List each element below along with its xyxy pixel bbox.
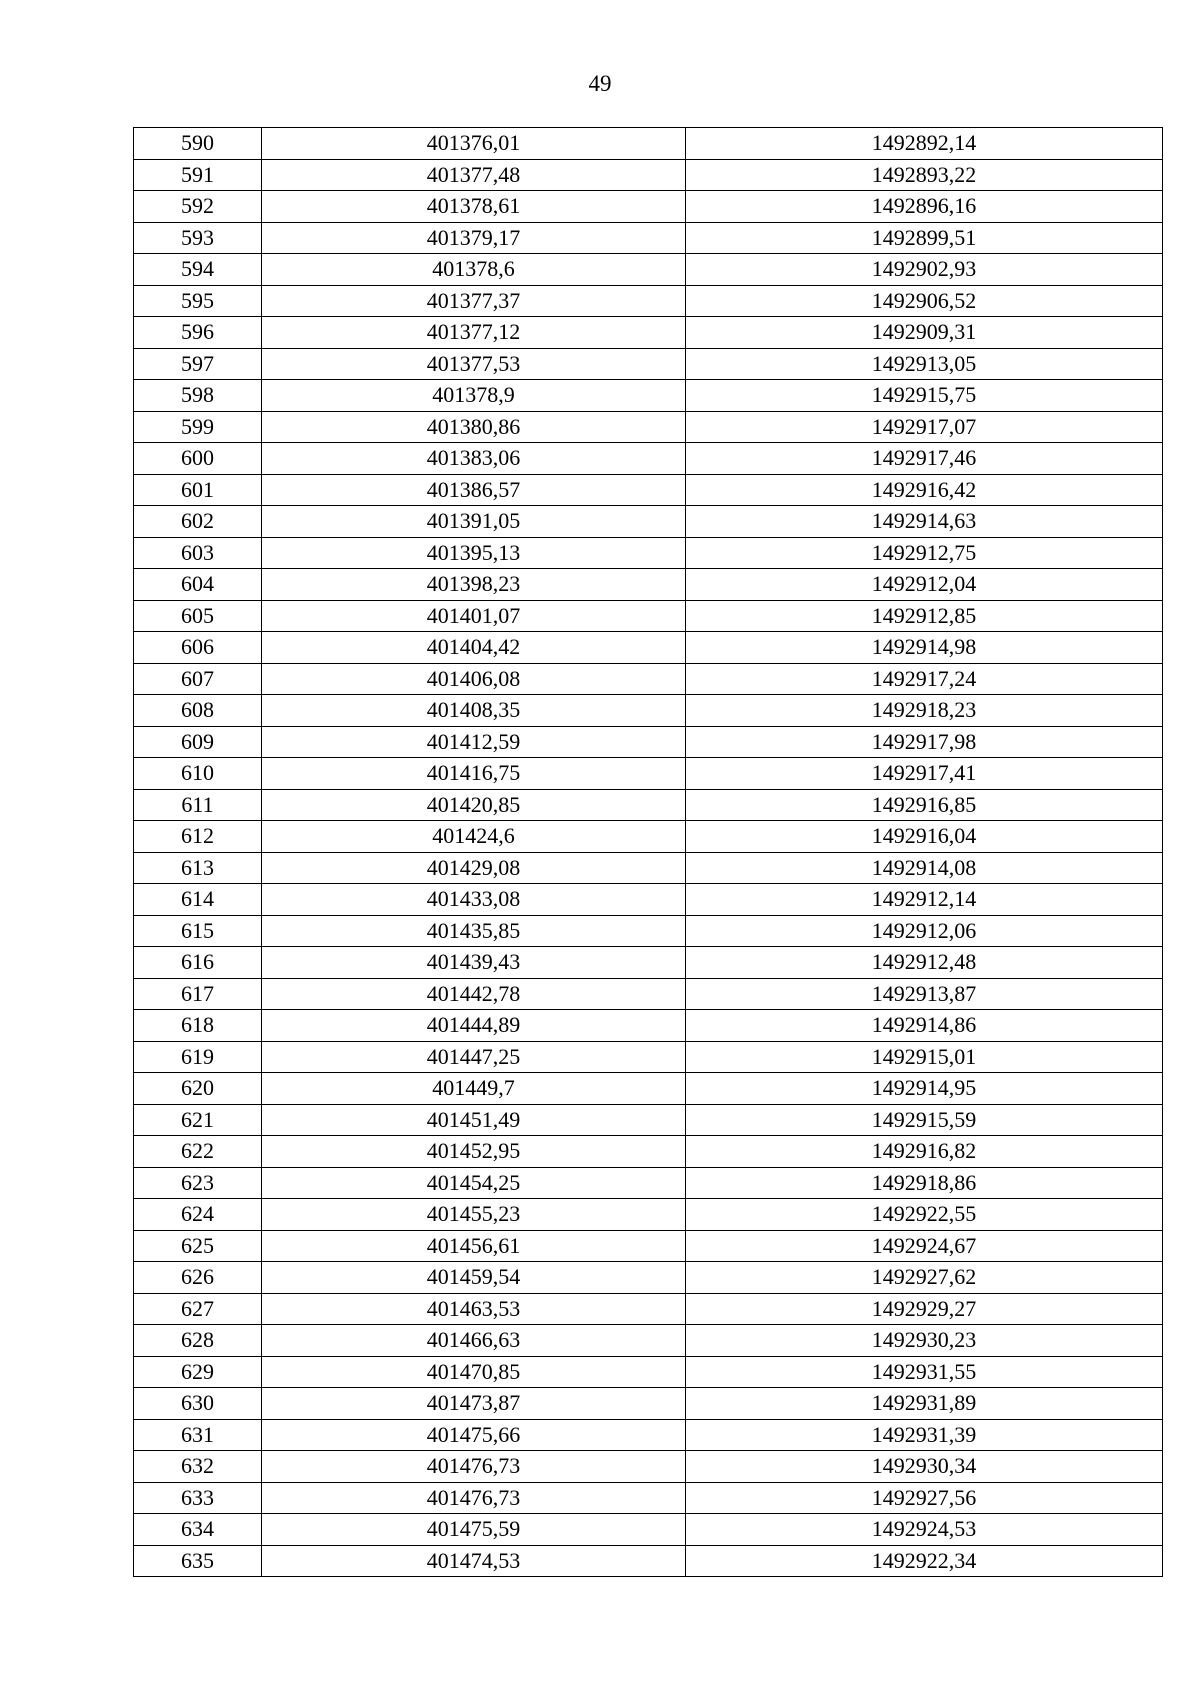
point-number-cell: 618 [134,1010,262,1042]
y-coordinate-cell: 1492917,24 [686,663,1163,695]
table-row [134,1041,1163,1073]
table-row [134,159,1163,191]
y-coordinate-cell: 1492912,75 [686,537,1163,569]
coordinates-table-body [134,128,1163,1577]
x-coordinate-cell: 401378,9 [262,380,686,412]
table-row [134,222,1163,254]
point-number-cell: 591 [134,159,262,191]
table-row [134,317,1163,349]
table-row [134,1293,1163,1325]
x-coordinate-cell: 401377,48 [262,159,686,191]
point-number-cell: 602 [134,506,262,538]
x-coordinate-cell: 401455,23 [262,1199,686,1231]
point-number-cell: 633 [134,1482,262,1514]
table-row [134,1010,1163,1042]
point-number-cell: 623 [134,1167,262,1199]
table-row [134,380,1163,412]
x-coordinate-cell: 401466,63 [262,1325,686,1357]
point-number-cell: 599 [134,411,262,443]
table-row [134,758,1163,790]
point-number-cell: 619 [134,1041,262,1073]
x-coordinate-cell: 401449,7 [262,1073,686,1105]
point-number-cell: 625 [134,1230,262,1262]
table-row [134,947,1163,979]
y-coordinate-cell: 1492916,85 [686,789,1163,821]
table-row [134,1419,1163,1451]
x-coordinate-cell: 401476,73 [262,1451,686,1483]
table-row [134,1136,1163,1168]
point-number-cell: 595 [134,285,262,317]
x-coordinate-cell: 401404,42 [262,632,686,664]
table-row [134,348,1163,380]
point-number-cell: 612 [134,821,262,853]
point-number-cell: 594 [134,254,262,286]
y-coordinate-cell: 1492912,06 [686,915,1163,947]
point-number-cell: 622 [134,1136,262,1168]
y-coordinate-cell: 1492917,07 [686,411,1163,443]
table-row [134,285,1163,317]
point-number-cell: 600 [134,443,262,475]
table-row [134,852,1163,884]
table-row [134,1388,1163,1420]
y-coordinate-cell: 1492906,52 [686,285,1163,317]
y-coordinate-cell: 1492912,04 [686,569,1163,601]
x-coordinate-cell: 401454,25 [262,1167,686,1199]
point-number-cell: 610 [134,758,262,790]
y-coordinate-cell: 1492912,85 [686,600,1163,632]
y-coordinate-cell: 1492913,05 [686,348,1163,380]
table-row [134,1514,1163,1546]
table-row [134,1356,1163,1388]
table-row [134,695,1163,727]
point-number-cell: 611 [134,789,262,821]
y-coordinate-cell: 1492918,86 [686,1167,1163,1199]
x-coordinate-cell: 401456,61 [262,1230,686,1262]
x-coordinate-cell: 401473,87 [262,1388,686,1420]
point-number-cell: 630 [134,1388,262,1420]
point-number-cell: 628 [134,1325,262,1357]
x-coordinate-cell: 401416,75 [262,758,686,790]
x-coordinate-cell: 401401,07 [262,600,686,632]
point-number-cell: 632 [134,1451,262,1483]
point-number-cell: 606 [134,632,262,664]
x-coordinate-cell: 401452,95 [262,1136,686,1168]
y-coordinate-cell: 1492924,53 [686,1514,1163,1546]
x-coordinate-cell: 401470,85 [262,1356,686,1388]
point-number-cell: 609 [134,726,262,758]
y-coordinate-cell: 1492916,04 [686,821,1163,853]
point-number-cell: 607 [134,663,262,695]
table-row [134,191,1163,223]
x-coordinate-cell: 401395,13 [262,537,686,569]
table-row [134,443,1163,475]
y-coordinate-cell: 1492915,01 [686,1041,1163,1073]
y-coordinate-cell: 1492914,98 [686,632,1163,664]
y-coordinate-cell: 1492916,82 [686,1136,1163,1168]
table-row [134,1199,1163,1231]
x-coordinate-cell: 401474,53 [262,1545,686,1577]
table-row [134,1482,1163,1514]
table-row [134,1451,1163,1483]
point-number-cell: 631 [134,1419,262,1451]
point-number-cell: 627 [134,1293,262,1325]
x-coordinate-cell: 401379,17 [262,222,686,254]
x-coordinate-cell: 401429,08 [262,852,686,884]
x-coordinate-cell: 401433,08 [262,884,686,916]
x-coordinate-cell: 401377,53 [262,348,686,380]
point-number-cell: 597 [134,348,262,380]
y-coordinate-cell: 1492931,89 [686,1388,1163,1420]
point-number-cell: 617 [134,978,262,1010]
table-row [134,978,1163,1010]
table-row [134,474,1163,506]
table-row [134,254,1163,286]
x-coordinate-cell: 401420,85 [262,789,686,821]
y-coordinate-cell: 1492914,86 [686,1010,1163,1042]
y-coordinate-cell: 1492917,41 [686,758,1163,790]
x-coordinate-cell: 401447,25 [262,1041,686,1073]
x-coordinate-cell: 401476,73 [262,1482,686,1514]
table-row [134,789,1163,821]
coordinates-table [133,127,1163,1577]
table-row [134,1167,1163,1199]
point-number-cell: 608 [134,695,262,727]
table-row [134,632,1163,664]
point-number-cell: 614 [134,884,262,916]
point-number-cell: 626 [134,1262,262,1294]
x-coordinate-cell: 401406,08 [262,663,686,695]
table-row [134,915,1163,947]
x-coordinate-cell: 401408,35 [262,695,686,727]
table-row [134,1262,1163,1294]
x-coordinate-cell: 401391,05 [262,506,686,538]
table-row [134,1325,1163,1357]
y-coordinate-cell: 1492930,34 [686,1451,1163,1483]
y-coordinate-cell: 1492914,95 [686,1073,1163,1105]
x-coordinate-cell: 401459,54 [262,1262,686,1294]
y-coordinate-cell: 1492912,48 [686,947,1163,979]
table-row [134,537,1163,569]
y-coordinate-cell: 1492902,93 [686,254,1163,286]
table-row [134,821,1163,853]
x-coordinate-cell: 401378,6 [262,254,686,286]
table-row [134,506,1163,538]
y-coordinate-cell: 1492893,22 [686,159,1163,191]
point-number-cell: 601 [134,474,262,506]
table-row [134,1073,1163,1105]
x-coordinate-cell: 401451,49 [262,1104,686,1136]
point-number-cell: 603 [134,537,262,569]
table-row [134,1545,1163,1577]
point-number-cell: 629 [134,1356,262,1388]
y-coordinate-cell: 1492915,75 [686,380,1163,412]
x-coordinate-cell: 401475,66 [262,1419,686,1451]
x-coordinate-cell: 401435,85 [262,915,686,947]
table-row [134,411,1163,443]
x-coordinate-cell: 401378,61 [262,191,686,223]
y-coordinate-cell: 1492916,42 [686,474,1163,506]
point-number-cell: 592 [134,191,262,223]
point-number-cell: 598 [134,380,262,412]
x-coordinate-cell: 401463,53 [262,1293,686,1325]
x-coordinate-cell: 401424,6 [262,821,686,853]
point-number-cell: 621 [134,1104,262,1136]
point-number-cell: 590 [134,128,262,160]
y-coordinate-cell: 1492931,39 [686,1419,1163,1451]
table-row [134,884,1163,916]
point-number-cell: 616 [134,947,262,979]
y-coordinate-cell: 1492922,55 [686,1199,1163,1231]
table-row [134,128,1163,160]
x-coordinate-cell: 401444,89 [262,1010,686,1042]
table-row [134,600,1163,632]
point-number-cell: 635 [134,1545,262,1577]
y-coordinate-cell: 1492899,51 [686,222,1163,254]
y-coordinate-cell: 1492909,31 [686,317,1163,349]
point-number-cell: 604 [134,569,262,601]
x-coordinate-cell: 401383,06 [262,443,686,475]
y-coordinate-cell: 1492927,56 [686,1482,1163,1514]
y-coordinate-cell: 1492912,14 [686,884,1163,916]
point-number-cell: 620 [134,1073,262,1105]
x-coordinate-cell: 401377,37 [262,285,686,317]
x-coordinate-cell: 401377,12 [262,317,686,349]
y-coordinate-cell: 1492913,87 [686,978,1163,1010]
y-coordinate-cell: 1492914,63 [686,506,1163,538]
point-number-cell: 613 [134,852,262,884]
table-row [134,726,1163,758]
table-row [134,1104,1163,1136]
x-coordinate-cell: 401386,57 [262,474,686,506]
y-coordinate-cell: 1492892,14 [686,128,1163,160]
x-coordinate-cell: 401475,59 [262,1514,686,1546]
page-number: 49 [588,71,612,96]
y-coordinate-cell: 1492917,98 [686,726,1163,758]
y-coordinate-cell: 1492918,23 [686,695,1163,727]
y-coordinate-cell: 1492914,08 [686,852,1163,884]
table-row [134,569,1163,601]
y-coordinate-cell: 1492930,23 [686,1325,1163,1357]
point-number-cell: 615 [134,915,262,947]
x-coordinate-cell: 401398,23 [262,569,686,601]
table-row [134,1230,1163,1262]
point-number-cell: 624 [134,1199,262,1231]
x-coordinate-cell: 401412,59 [262,726,686,758]
y-coordinate-cell: 1492924,67 [686,1230,1163,1262]
y-coordinate-cell: 1492929,27 [686,1293,1163,1325]
y-coordinate-cell: 1492931,55 [686,1356,1163,1388]
x-coordinate-cell: 401376,01 [262,128,686,160]
table-row [134,663,1163,695]
y-coordinate-cell: 1492917,46 [686,443,1163,475]
y-coordinate-cell: 1492927,62 [686,1262,1163,1294]
y-coordinate-cell: 1492915,59 [686,1104,1163,1136]
y-coordinate-cell: 1492922,34 [686,1545,1163,1577]
x-coordinate-cell: 401380,86 [262,411,686,443]
y-coordinate-cell: 1492896,16 [686,191,1163,223]
x-coordinate-cell: 401439,43 [262,947,686,979]
point-number-cell: 593 [134,222,262,254]
x-coordinate-cell: 401442,78 [262,978,686,1010]
point-number-cell: 596 [134,317,262,349]
point-number-cell: 634 [134,1514,262,1546]
point-number-cell: 605 [134,600,262,632]
